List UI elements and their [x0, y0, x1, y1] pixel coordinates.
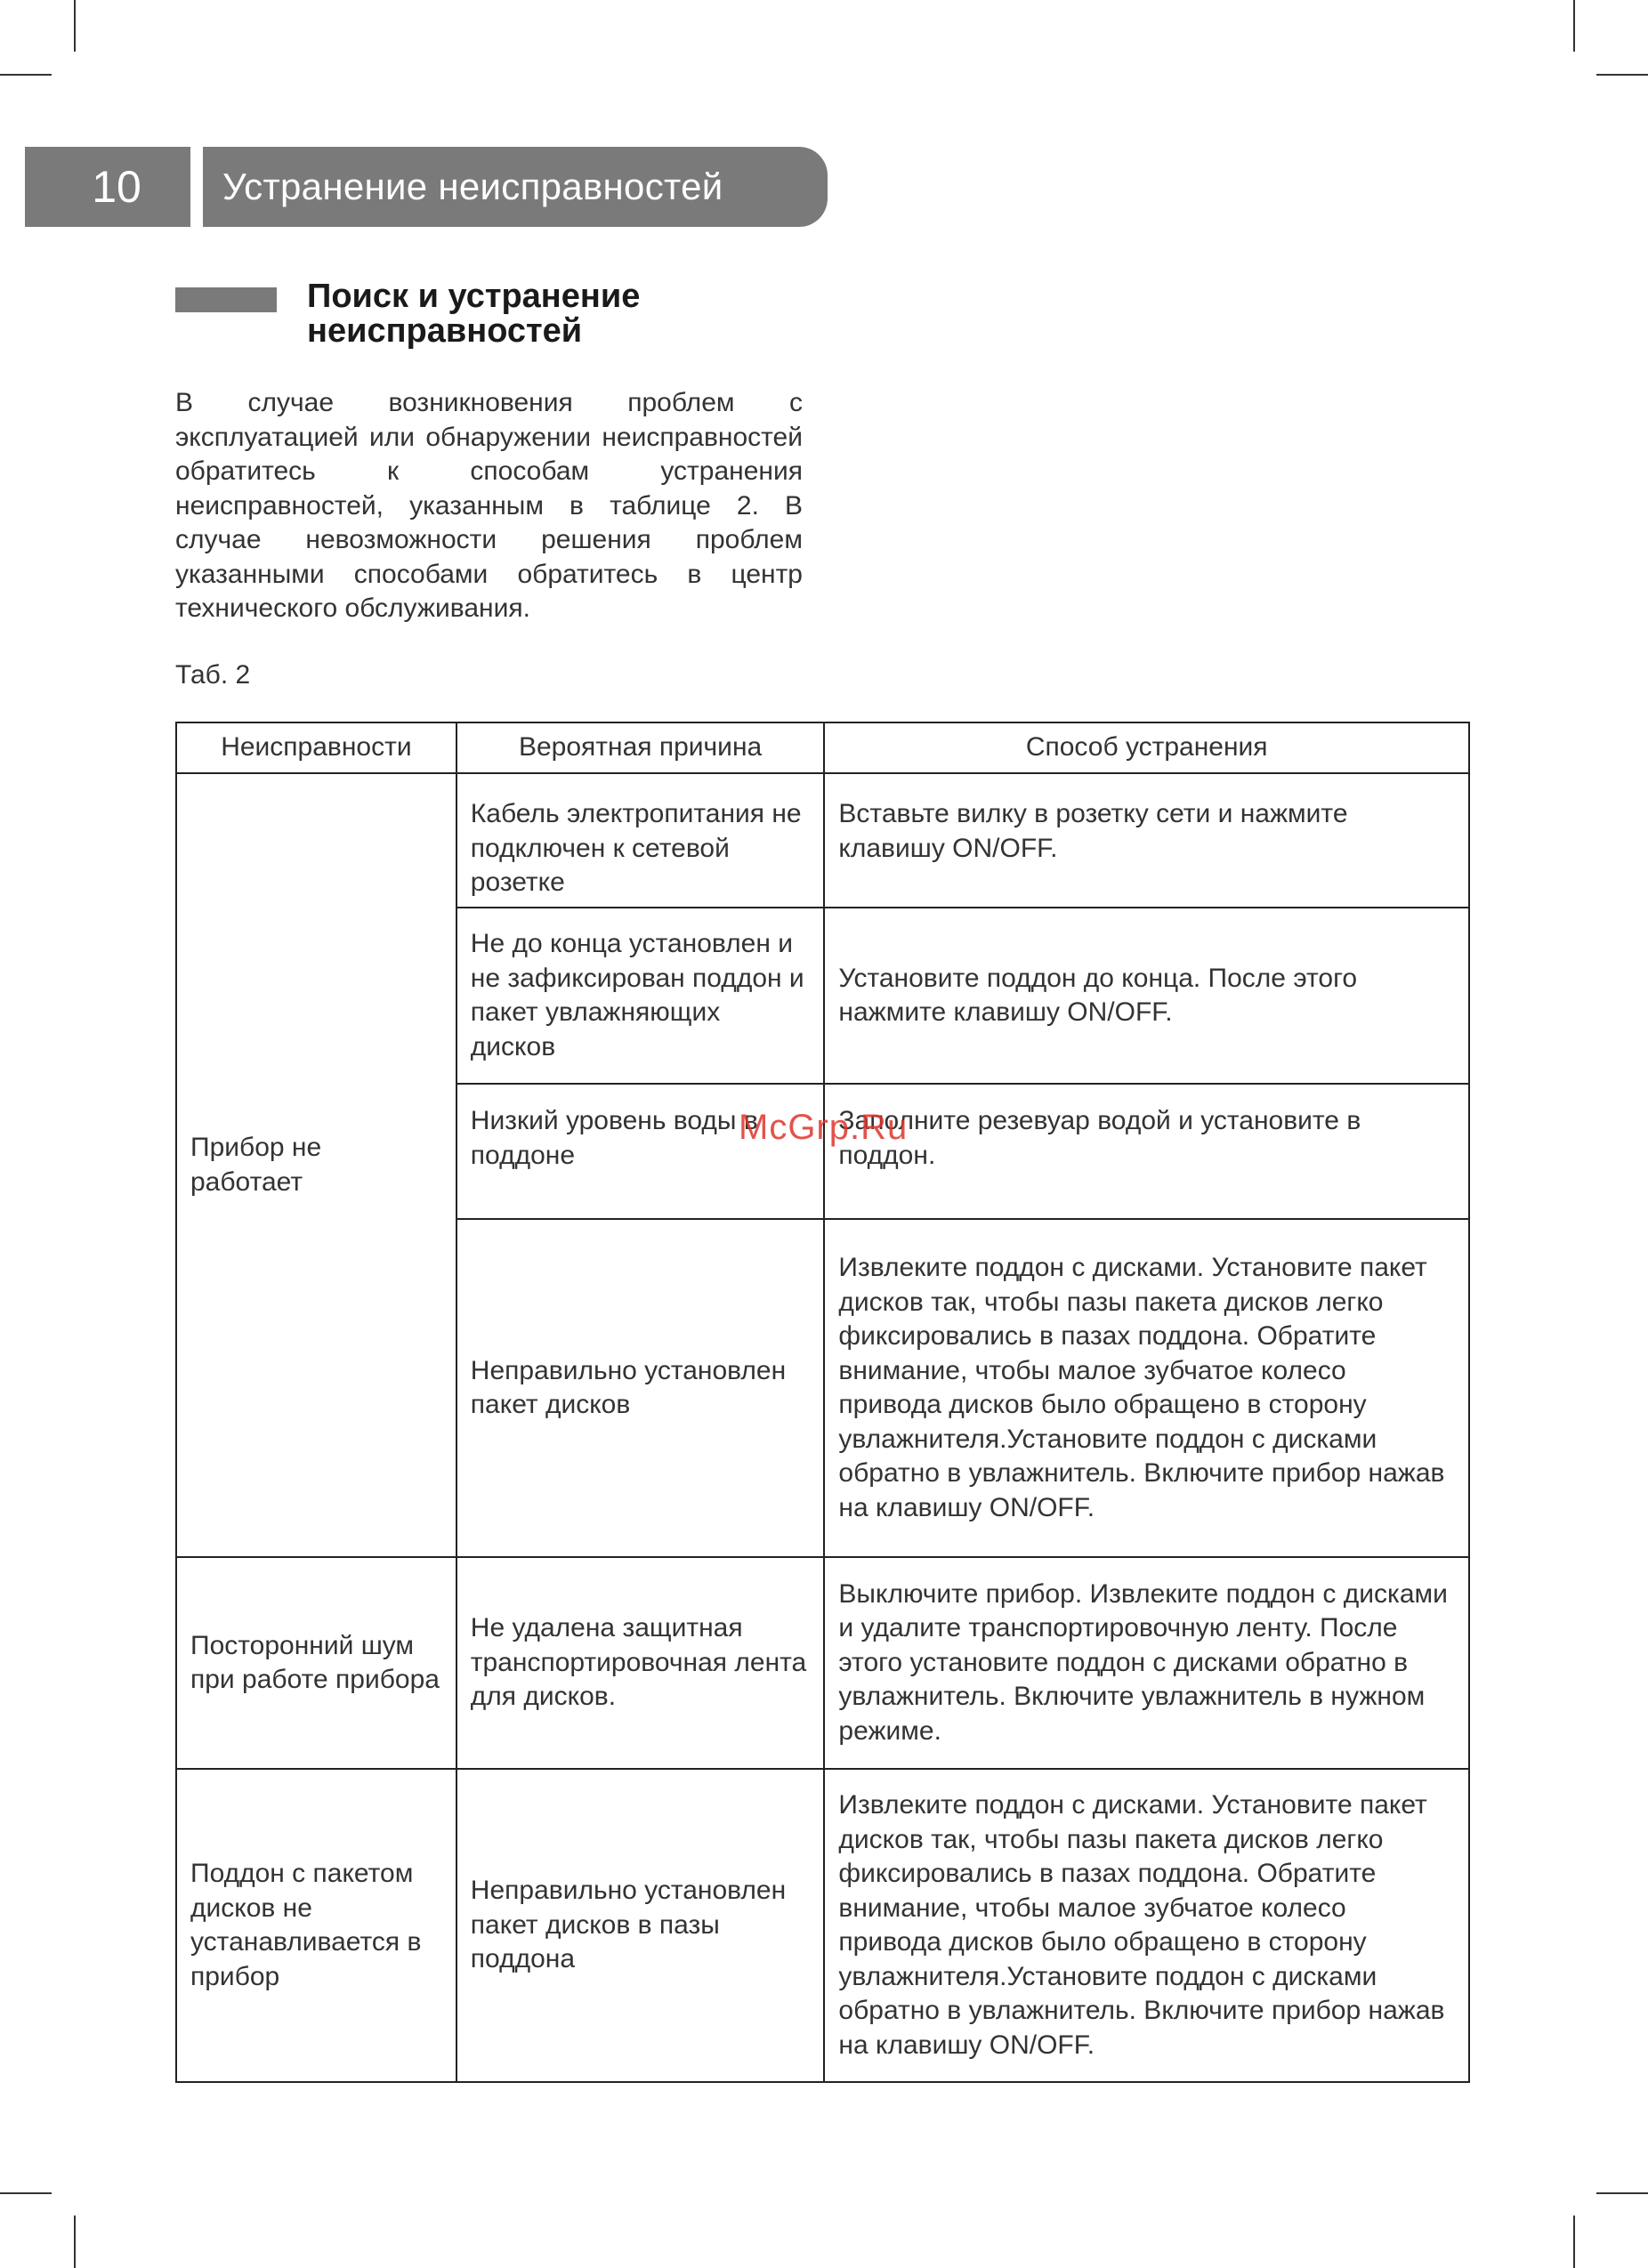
page-number: 10: [25, 147, 190, 227]
table-row: [176, 1557, 1469, 1769]
crop-mark: [1573, 2216, 1575, 2268]
cause-cell: Кабель электропитания не подключен к сетевой розетке: [456, 773, 825, 908]
crop-mark: [1596, 2192, 1648, 2194]
table-row: [176, 1769, 1469, 2082]
section-title: [307, 279, 640, 349]
troubleshooting-table: [175, 722, 1470, 2083]
column-header-fault: Неисправности: [176, 722, 456, 773]
fix-cell: Извлеките поддон с дисками. Установите пакет дисков так, чтобы пазы пакета дисков легко фиксировались в пазах поддона. Обратите внимание, чтобы малое зубчатое колесо привода дисков было обращено в сторону увлажнителя.Установите поддон с дисками обратно в увлажнитель. Включите прибор нажав на клавишу ON/OFF.: [824, 1219, 1469, 1557]
cause-cell: Неправильно установлен пакет дисков в пазы поддона: [456, 1769, 825, 2082]
fault-cell: Поддон с пакетом дисков не устанавливается в прибор: [176, 1769, 456, 2082]
fix-cell: Установите поддон до конца. После этого нажмите клавишу ON/OFF.: [824, 908, 1469, 1084]
crop-mark: [0, 2192, 52, 2194]
section-marker-bar: [175, 287, 277, 312]
crop-mark: [0, 74, 52, 76]
table-label: Таб. 2: [175, 660, 251, 690]
fix-cell: Заполните резевуар водой и установите в поддон.: [824, 1084, 1469, 1219]
cause-cell: Низкий уровень воды в поддоне: [456, 1084, 825, 1219]
fault-cell: Прибор не работает: [176, 773, 456, 1557]
cause-cell: Не удалена защитная транспортировочная лента для дисков.: [456, 1557, 825, 1769]
section-title-line: неисправностей: [307, 312, 583, 350]
fix-cell: Выключите прибор. Извлеките поддон с дисками и удалите транспортировочную ленту. После этого установите поддон с дисками обратно в увлажнитель. Включите увлажнитель в нужном режиме.: [824, 1557, 1469, 1769]
fix-cell: Извлеките поддон с дисками. Установите пакет дисков так, чтобы пазы пакета дисков легко фиксировались в пазах поддона. Обратите внимание, чтобы малое зубчатое колесо привода дисков было обращено в сторону увлажнителя.Установите поддон с дисками обратно в увлажнитель. Включите прибор нажав на клавишу ON/OFF.: [824, 1769, 1469, 2082]
fix-cell: Вставьте вилку в розетку сети и нажмите клавишу ON/OFF.: [824, 773, 1469, 908]
fault-cell: Посторонний шум при работе прибора: [176, 1557, 456, 1769]
column-header-cause: Вероятная причина: [456, 722, 825, 773]
crop-mark: [1573, 0, 1575, 52]
section-header: Устранение неисправностей: [203, 147, 828, 227]
table-header-row: [176, 722, 1469, 773]
crop-mark: [74, 2216, 76, 2268]
crop-mark: [74, 0, 76, 52]
crop-mark: [1596, 74, 1648, 76]
section-title-line: Поиск и устранение: [307, 278, 641, 315]
column-header-fix: Способ устранения: [824, 722, 1469, 773]
intro-paragraph: В случае возникновения проблем с эксплуатацией или обнаружении неисправностей обратитесь к способам устранения неисправностей, указанным в таблице 2. В случае невозможности решения проблем указанными способами обратитесь в центр технического обслуживания.: [175, 388, 803, 623]
cause-cell: Неправильно установлен пакет дисков: [456, 1219, 825, 1557]
cause-cell: Не до конца установлен и не зафиксирован поддон и пакет увлажняющих дисков: [456, 908, 825, 1084]
table-row: [176, 773, 1469, 908]
watermark: McGrp.Ru: [739, 1108, 909, 1147]
